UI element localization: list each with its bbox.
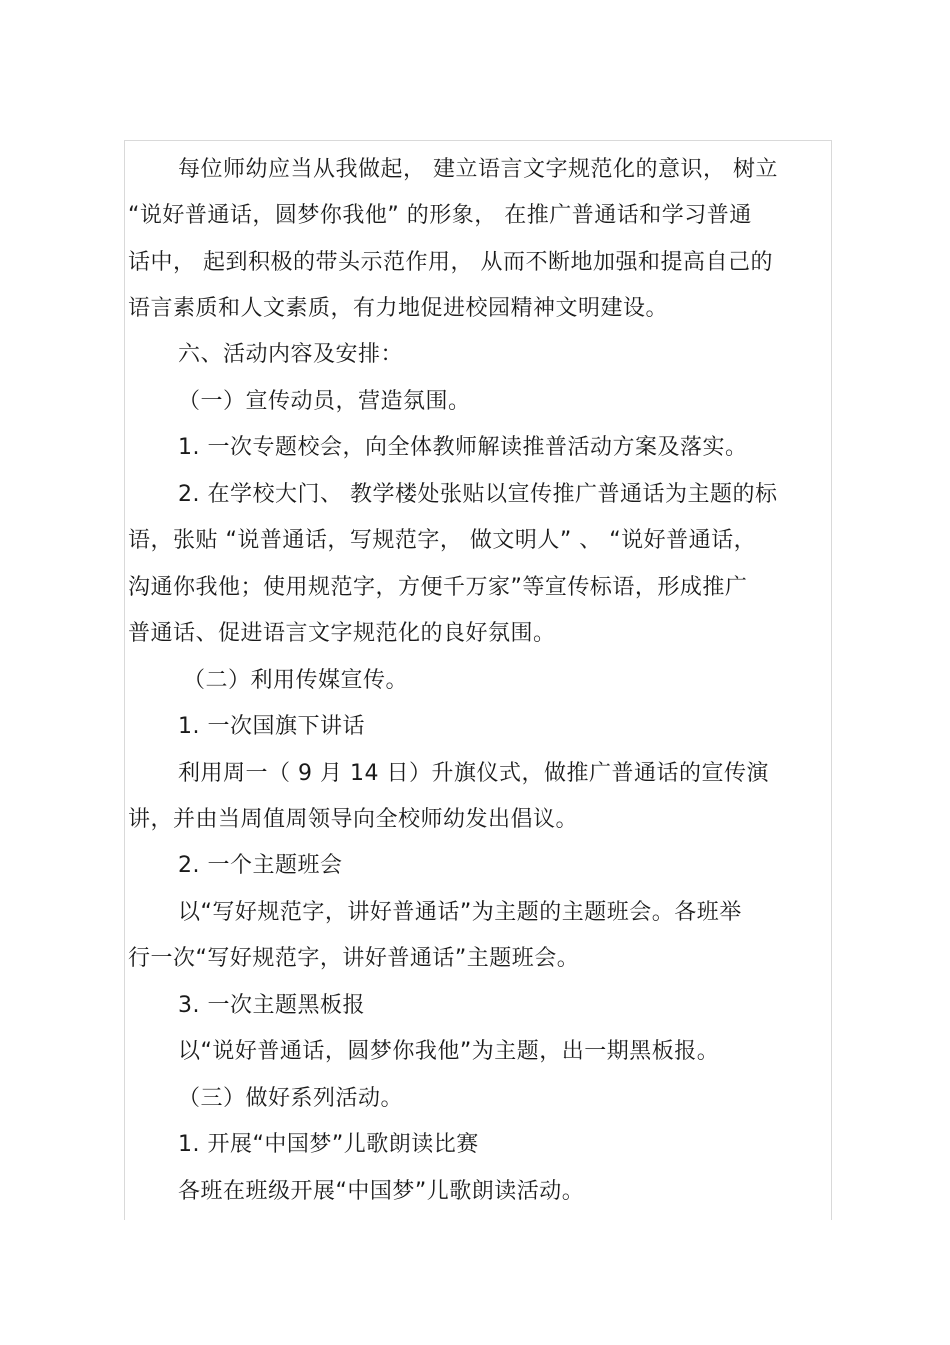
list-item: 1. 一次国旗下讲话 [178, 714, 365, 739]
paragraph-line: 语言素质和人文素质，有力地促进校园精神文明建设。 [128, 296, 669, 321]
list-item: 3. 一次主题黑板报 [178, 993, 365, 1018]
list-item: 1. 开展“中国梦”儿歌朗读比赛 [178, 1132, 479, 1157]
section-heading: 六、活动内容及安排： [178, 342, 404, 367]
paragraph-line: 每位师幼应当从我做起， 建立语言文字规范化的意识， 树立 [178, 157, 778, 182]
paragraph-line: 以“说好普通话，圆梦你我他”为主题，出一期黑板报。 [178, 1039, 720, 1064]
paragraph-line: 语，张贴 “说普通话，写规范字， 做文明人” 、 “说好普通话， [128, 528, 757, 553]
paragraph-line: 以“写好规范字，讲好普通话”为主题的主题班会。各班举 [178, 900, 742, 925]
paragraph-line: 讲，并由当周值周领导向全校师幼发出倡议。 [128, 807, 579, 832]
paragraph-line: 话中， 起到积极的带头示范作用， 从而不断地加强和提高自己的 [128, 250, 773, 275]
paragraph-line: 普通话、促进语言文字规范化的良好氛围。 [128, 621, 556, 646]
subsection-heading: （二）利用传媒宣传。 [183, 668, 409, 693]
paragraph-line: “说好普通话，圆梦你我他” 的形象， 在推广普通话和学习普通 [128, 203, 752, 228]
paragraph-line: 行一次“写好规范字，讲好普通话”主题班会。 [128, 946, 580, 971]
list-item: 2. 在学校大门、 教学楼处张贴以宣传推广普通话为主题的标 [178, 482, 778, 507]
paragraph-line: 各班在班级开展“中国梦”儿歌朗读活动。 [178, 1179, 585, 1204]
subsection-heading: （三）做好系列活动。 [178, 1086, 404, 1111]
paragraph-line: 沟通你我他；使用规范字，方便千万家”等宣传标语，形成推广 [128, 575, 748, 600]
list-item: 1. 一次专题校会，向全体教师解读推普活动方案及落实。 [178, 435, 748, 460]
subsection-heading: （一）宣传动员，营造氛围。 [178, 389, 471, 414]
paragraph-line: 利用周一（ 9 月 14 日）升旗仪式，做推广普通话的宣传演 [178, 761, 769, 786]
list-item: 2. 一个主题班会 [178, 853, 343, 878]
